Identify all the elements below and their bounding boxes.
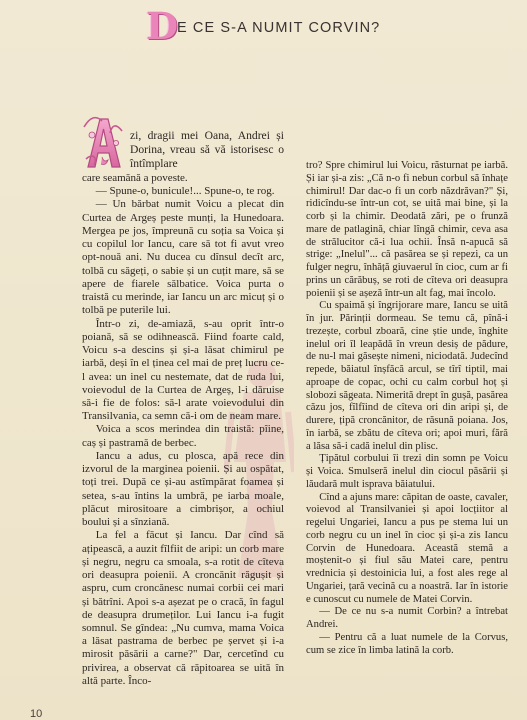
paragraph: Voica a scos merindea din traistă: pîine, caș și pastramă de berbec. <box>82 423 284 449</box>
paragraph: Într-o zi, de-amiază, s-au oprit într-o poiană, să se odihnească. Fiind foarte cald, Voicu s-a descins și și-a lăsat chimirul pe iarbă, deși în el ținea cel mai de preț lucru ce-l avea: un inel cu nestemate, dat de ruda lui, voievodul de la Curtea de Argeș, l-i dăruise să-i fie de folos: să-l arate voievodului din Transilvania, ca semn că-i om de neam mare. <box>82 317 284 423</box>
intro-lines: zi, dragii mei Oana, Andrei și Dorina, vreau să vă istorisesc o întîmplare <box>130 129 284 170</box>
left-column <box>82 172 284 688</box>
paragraph: — Un bărbat numit Voicu a plecat din Curtea de Argeș peste munți, la Hunedoara. Mergea pe jos, împreună cu soția sa Voica și cu copilul lor Iancu, care să tot fi avut vreo opt-nouă ani. Nu ducea cu dînsul decît arc, tolbă cu săgeți, o sabie și un cuțit mare, să se apere de fiarele sălbatice. Voica purta o traistă cu merinde, iar Iancu un arc micuț și o tolbă pe puterile lui. <box>82 198 284 317</box>
title-text: E CE S-A NUMIT CORVIN? <box>177 20 381 36</box>
paragraph: La fel a făcut și Iancu. Dar cînd să ațipească, a auzit fîlfiit de aripi: un corb mare și negru, negru ca smoala, s-a rotit de cîteva ori deasupra poienii. A croncănit răgușit și aspru, cum croncănesc numai corbii cei mari și bătrîni. Apoi s-a așezat pe o cracă, în fagul de deasupra drumeților. Lui Iancu i-a fugit somnul. Se gîndea: „Nu cumva, mama Voica a lăsat pastrama de berbec pe șervet și i-a mirosit păsării a carne?" Dar, cercetînd cu privirea, a observat că răpitoarea se uită în altă parte. Înco- <box>82 529 284 687</box>
paragraph: Cînd a ajuns mare: căpitan de oaste, cavaler, voievod al Transilvaniei și apoi locțiitor al regelui Ungariei, Iancu a pus pe stema lui un corb negru cu un inel în cioc și și-a zis Iancu Corvin de Hunedoara. Această stemă a moștenit-o și fiul său Matei care, pentru vrednicia și destoinicia lui, a fost ales rege al Ungariei, țară vecină cu a noastră. Iar în istorie e cunoscut cu numele de Matei Corvin. <box>306 491 508 605</box>
paragraph: Cu spaimă și îngrijorare mare, Iancu se uită în jur. Părinții dormeau. Se temu că, pînă-i trezește, corbul zboară, cine știe unde, înghite inelul ori îl leapădă în vreun desiș de pădure, de nu-l mai găsește nimeni, niciodată. Judecînd repede, băiatul înșfăcă arcul, se tîrî tiptil, mai aproape de copac, ochi cu calm corbul hoț și slobozi săgeata. Nimerită drept în gușă, pasărea căzu jos, fîlfîind de cîteva ori din aripi și, de durere, țipă croncănitor, de răsună poiana. Jos, în iarbă, se zbătu de cîteva ori; apoi muri, fără a lăsa să-i cadă inelul din plisc. <box>306 300 508 452</box>
paragraph: — Pentru că a luat numele de la Corvus, cum se zice în limba latină la corb. <box>306 631 508 656</box>
paragraph: Iancu a adus, cu plosca, apă rece din izvorul de la marginea poienii. Și au ospătat, toți trei. După ce și-au astîmpărat foamea și setea, s-au întins la umbră, pe iarba moale, plăcut mirositoare a cimbrișor, a ochiul boului și a sînziană. <box>82 449 284 529</box>
ornamental-dropcap <box>82 113 124 171</box>
intro-text <box>130 129 284 171</box>
page-number: 10 <box>30 708 43 720</box>
paragraph: tro? Spre chimirul lui Voicu, răsturnat pe iarbă. Și iar și-a zis: „Că n-o fi nebun corbul să înhațe chimirul! Dar dac-o fi un corb năzdrăvan?" Și, ridicîndu-se într-un cot, se uită mai bine, și la corb și la chimir. Deodată zări, pe o frunză mare de patlagină, chiar lîngă chimir, ceva asa de strălucitor că-i lua ochii. Însă n-apucă să strige: „Inelul"... că pasărea se și repezi, ca un fulger negru, înhăță giuvaerul în cioc, cum ar fi prins un cărăbuș, se roti de cîteva ori deasupra poienii și se așeză într-un alt fag, mai încolo. <box>306 160 508 299</box>
article-title <box>146 6 516 46</box>
paragraph: Țipătul corbului îi trezi din somn pe Voicu și Voica. Smulseră inelul din ciocul păsării și lăudară mult isprava băiatului. <box>306 453 508 490</box>
title-initial-letter: D <box>146 4 179 48</box>
paragraph: — Spune-o, bunicule!... Spune-o, te rog. <box>95 185 275 198</box>
intro-continuation: care seamănă a poveste. <box>82 172 188 184</box>
right-column <box>306 160 508 657</box>
paragraph: — De ce nu s-a numit Corbin? a întrebat Andrei. <box>306 606 508 630</box>
